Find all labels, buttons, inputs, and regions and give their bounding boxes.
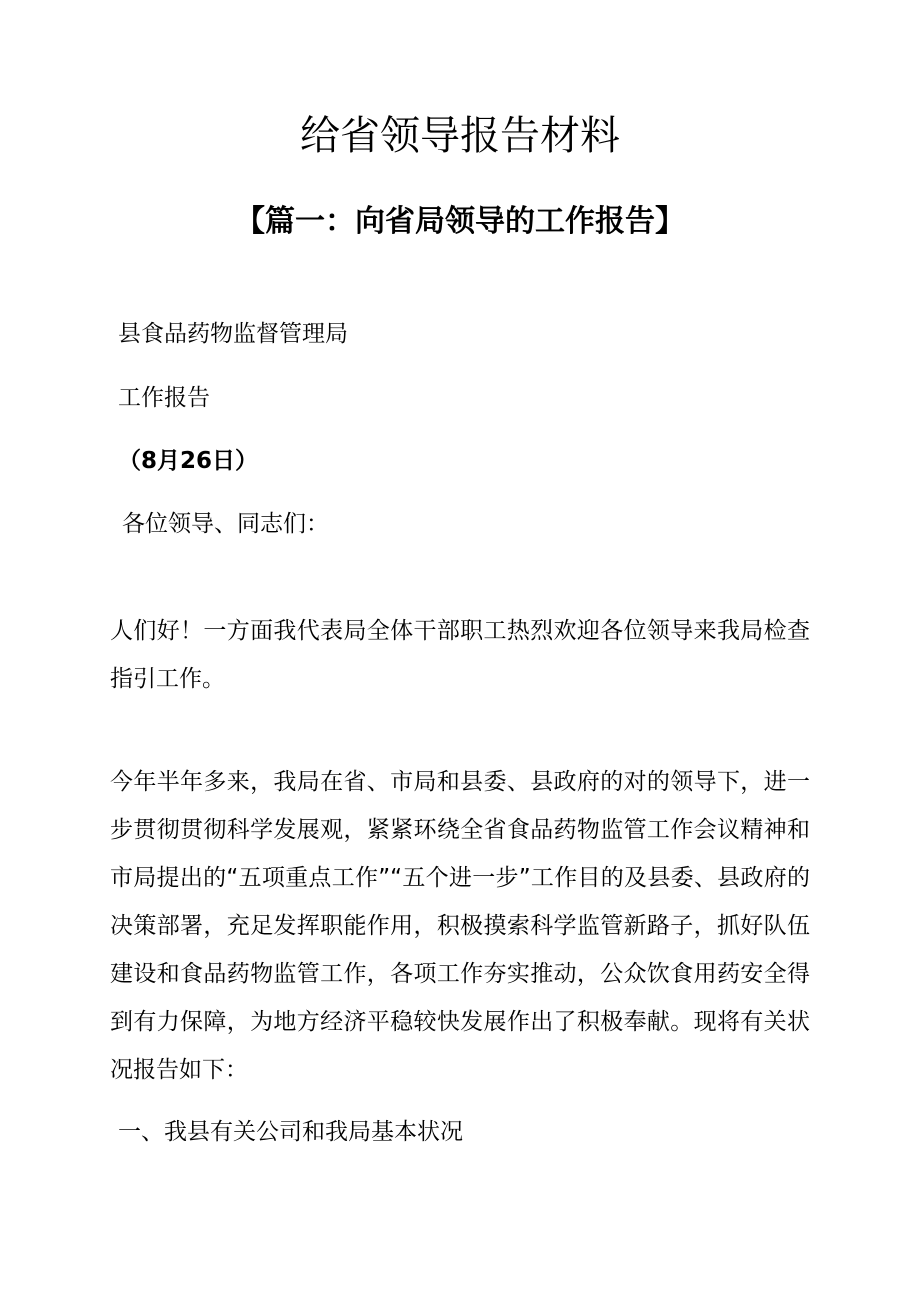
document-subtitle: 【篇一：向省局领导的工作报告】 — [235, 204, 685, 239]
section-heading: 一、我县有关公司和我局基本状况 — [118, 1119, 463, 1145]
report-date: （8月26日） — [118, 448, 259, 474]
report-title: 工作报告 — [118, 385, 210, 411]
salutation: 各位领导、同志们： — [122, 511, 329, 537]
paragraph-summary: 今年半年多来，我局在省、市局和县委、县政府的对的领导下，进一步贯彻贯彻科学发展观，紧紧环绕全省食品药物监管工作会议精神和市局提出的“五项重点工作”“五个进一步”工作目的及县委、县政府的决策部署，充足发挥职能作用，积极摸索科学监管新路子，抓好队伍建设和食品药物监管工作，各项工作夯实推动，公众饮食用药安全得到有力保障，为地方经济平稳较快发展作出了积极奉献。现将有关状况报告如下： — [110, 769, 810, 1083]
document-title: 给省领导报告材料 — [300, 113, 620, 159]
organization-name: 县食品药物监督管理局 — [118, 321, 348, 347]
paragraph-welcome: 人们好！一方面我代表局全体干部职工热烈欢迎各位领导来我局检查指引工作。 — [110, 618, 810, 692]
